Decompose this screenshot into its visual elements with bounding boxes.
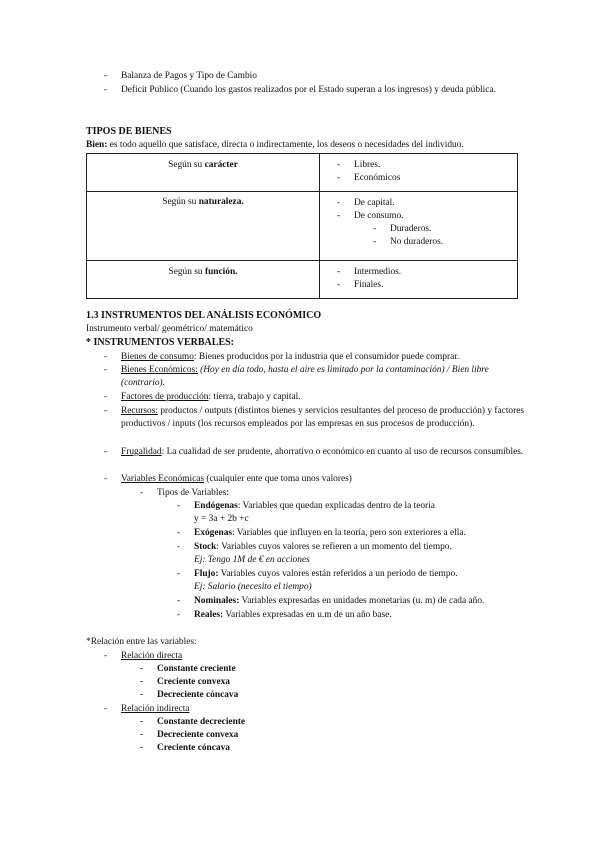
list-item: - Frugalidad: La cualidad de ser prudente, ahorrativo o económico en cuanto al uso de recursos consumibles. — [104, 447, 524, 457]
dash-bullet: - — [104, 71, 108, 81]
verbales-heading: * INSTRUMENTOS VERBALES: — [86, 337, 235, 348]
term: Variables Económicas — [121, 474, 205, 484]
sub-list-item: - No duraderos. — [373, 237, 444, 247]
list-item: - Finales. — [337, 280, 384, 290]
list-item: - Económicos — [337, 173, 401, 183]
list-item — [104, 84, 529, 97]
list-item-text: Deficit Publico (Cuando los gastos realizados por el Estado superan a los ingresos) y deuda pública. — [121, 85, 496, 95]
term: Bienes Económicos: — [121, 365, 198, 375]
variable-item: - Reales: Variables expresadas en u.m de un año base. — [177, 610, 392, 620]
sub-list-item: - Decreciente convexa — [140, 730, 239, 740]
table-row — [87, 154, 518, 192]
list-item: - Bienes de consumo: Bienes producidos por la industria que el consumidor puede comprar. — [104, 352, 460, 362]
table-cell-criterion — [87, 261, 320, 299]
variable-example: y = 3a + 2b +c — [194, 514, 249, 524]
list-item: - Relación indirecta — [104, 703, 404, 716]
term: Factores de producción — [121, 392, 209, 402]
dash-bullet: - — [104, 85, 108, 95]
list-item: - Libres. — [337, 160, 381, 170]
table-cell-types — [320, 261, 518, 299]
variable-item: - Nominales: Variables expresadas en unidades monetarias (u. m) de cada año. — [177, 596, 485, 606]
variable-example: Ej: Salario (necesito el tiempo) — [194, 582, 312, 592]
table-row — [87, 261, 518, 299]
list-item: - Variables Económicas (cualquier ente que toma unos valores) — [104, 474, 352, 484]
variable-item: - Exógenas: Variables que influyen en la teoría, pero son exteriores a ella. — [177, 528, 466, 538]
criterion-key: naturaleza. — [198, 197, 244, 207]
section-heading-instrumentos: 1.3 INSTRUMENTOS DEL ANÁLISIS ECONÓMICO — [86, 310, 322, 321]
list-item — [104, 70, 524, 83]
table-cell-types — [320, 192, 518, 261]
bien-label: Bien: — [86, 140, 108, 150]
table-cell-types — [320, 154, 518, 192]
list-item: - Relación directa — [104, 650, 404, 663]
table-cell-criterion — [87, 192, 320, 261]
list-item: - De capital. — [337, 198, 395, 208]
term: Bienes de consumo — [121, 352, 194, 362]
variable-item: - Endógenas: Variables que quedan explicadas dentro de la teoría y = 3a + 2b +c — [177, 500, 557, 526]
sub-list-item: - Duraderos. — [373, 224, 432, 234]
sub-list-item: - Creciente convexa — [140, 677, 230, 687]
criterion-prefix: Según su — [162, 197, 199, 207]
relacion-heading: *Relación entre las variables: — [86, 637, 197, 647]
bien-definition — [86, 139, 546, 152]
term: Recursos: — [121, 406, 158, 416]
variable-example: Ej: Tengo 1M de € en acciones — [194, 555, 310, 565]
sub-list-item: - Constante decreciente — [140, 717, 246, 727]
bienes-table — [86, 153, 518, 299]
criterion-key: carácter — [204, 160, 238, 170]
table-cell-criterion — [87, 154, 320, 192]
relacion-directa-label: Relación directa — [121, 651, 183, 661]
term: Frugalidad — [121, 447, 162, 457]
bien-definition-text: es todo aquello que satisface, directa o indirectamente, los deseos o necesidades del individuo. — [109, 140, 464, 150]
relacion-indirecta-label: Relación indirecta — [121, 704, 190, 714]
sub-list-item: - Constante creciente — [140, 664, 236, 674]
list-item: - De consumo. — [337, 211, 404, 221]
criterion-key: función. — [204, 267, 238, 277]
list-item-text: Balanza de Pagos y Tipo de Cambio — [121, 71, 257, 81]
list-item: - Tipos de Variables: — [140, 488, 229, 498]
criterion-prefix: Según su — [168, 267, 205, 277]
list-item: - Bienes Económicos: (Hoy en día todo, hasta el aire es limitado por la contaminación) / Bien libre (contrario). — [104, 365, 489, 388]
list-item: - Intermedios. — [337, 267, 402, 277]
list-item: - Recursos: productos / outputs (distintos bienes y servicios resultantes del proceso de producción) y factores productivos / inputs (los recursos empleados por las empresas en sus procesos de producción). — [104, 406, 525, 429]
sub-list-item: - Decreciente cóncava — [140, 690, 239, 700]
instrumentos-subtitle: Instrumento verbal/ geométrico/ matemático — [86, 324, 253, 334]
table-row — [87, 192, 518, 261]
list-item: - Factores de producción: tierra, trabajo y capital. — [104, 392, 301, 402]
sub-list-item: - Creciente cóncava — [140, 743, 230, 753]
criterion-prefix: Según su — [168, 160, 205, 170]
section-heading-tipos-de-bienes: TIPOS DE BIENES — [86, 126, 172, 137]
variable-item: - Flujo: Variables cuyos valores están referidos a un periodo de tiempo. Ej: Salario (necesito el tiempo) — [177, 568, 557, 594]
variable-item: - Stock: Variables cuyos valores se refieren a un momento del tiempo. Ej: Tengo 1M de € en acciones — [177, 541, 557, 567]
